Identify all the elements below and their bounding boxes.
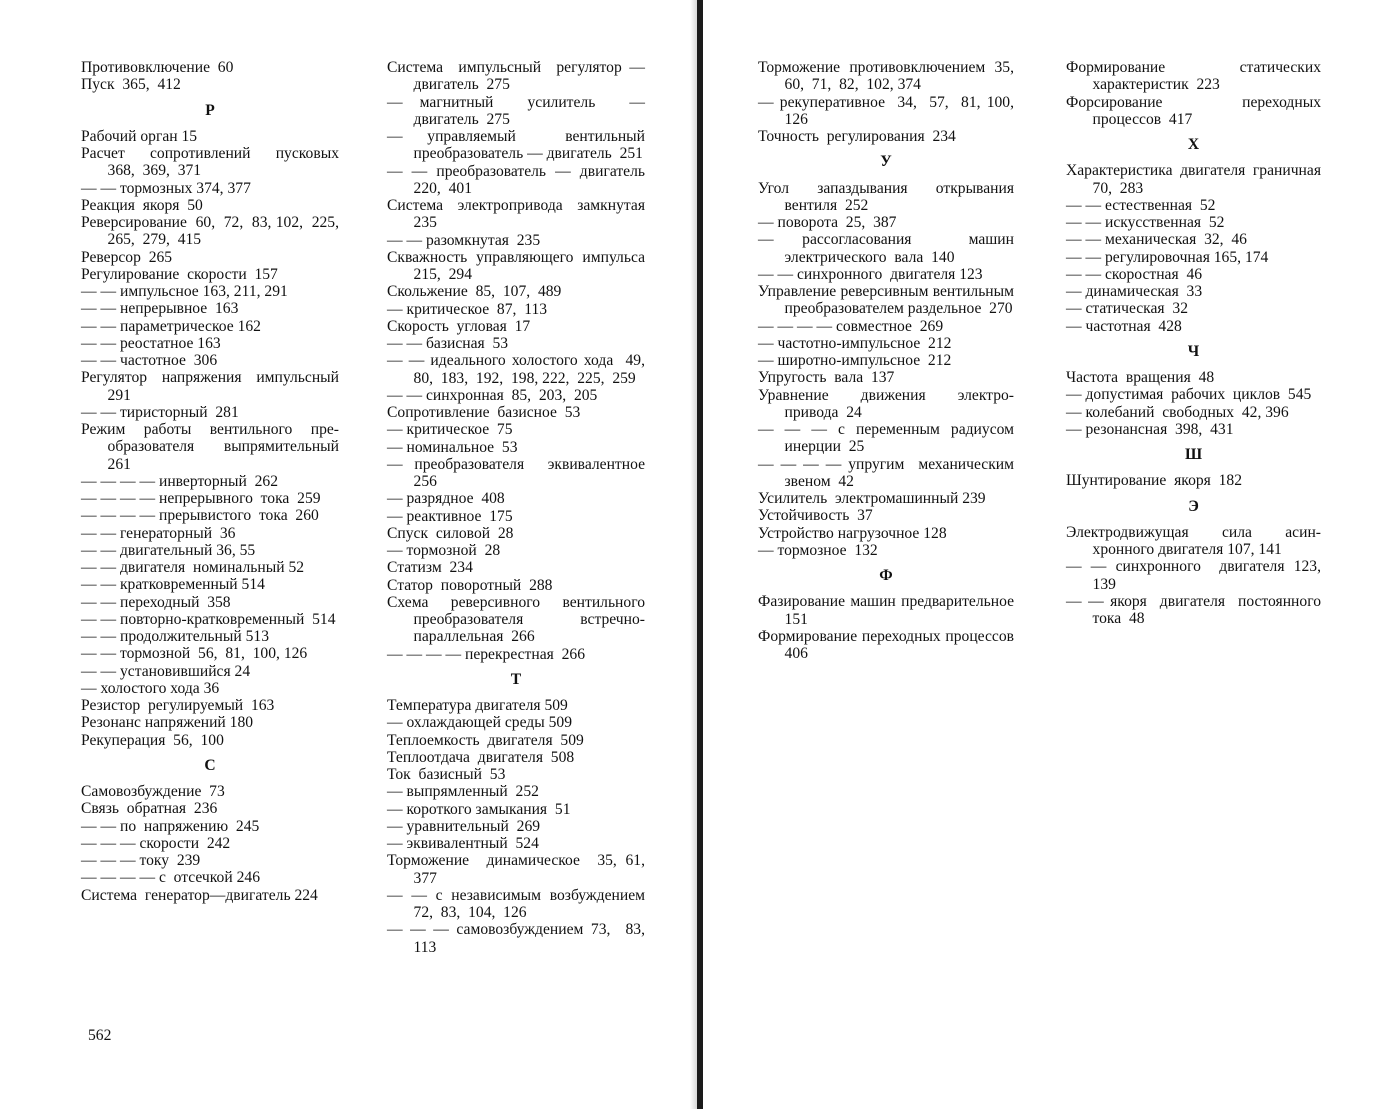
index-letter-heading: Ш	[1184, 446, 1203, 463]
index-entry: Точность регулирования 234	[758, 128, 956, 145]
index-column-2	[387, 59, 653, 956]
index-letter-heading: Т	[510, 670, 522, 688]
index-entry: Частота вращения 48	[1066, 369, 1215, 386]
index-entry: — — синхронная 85, 203, 205	[387, 386, 598, 404]
index-letter-heading: У	[880, 153, 892, 171]
book-gutter-shadow	[690, 0, 697, 1109]
index-entry: Резистор регулируемый 163	[81, 697, 275, 714]
index-entry: Формирование переходных процессов 406	[758, 627, 1022, 662]
index-entry: Резонанс напряжений 180	[81, 714, 254, 732]
index-entry: Шунтирование якоря 182	[1066, 472, 1243, 490]
index-entry: — — регулировочная 165, 174	[1066, 248, 1269, 266]
index-entry: — — синхронного двигателя 123	[758, 265, 983, 283]
index-entry: — статическая 32	[1066, 300, 1188, 318]
index-entry: Система генератор—двигатель 224	[81, 886, 318, 904]
index-entry: — критическое 87, 113	[387, 300, 548, 318]
index-entry: — — по напряжению 245	[81, 817, 260, 835]
index-entry: Торможение динамическое 35, 61, 377	[387, 852, 653, 887]
index-entry: — — — с переменным радиусом инерции 25	[758, 421, 1022, 456]
index-entry: — — естественная 52	[1066, 196, 1216, 214]
index-entry: — — непрерывное 163	[81, 300, 239, 318]
index-entry: Спуск силовой 28	[387, 524, 514, 542]
index-letter-heading: Р	[205, 101, 215, 119]
index-letter-heading: Ч	[1187, 342, 1200, 360]
index-entry: — — преобразователь — двигатель 220, 401	[387, 162, 653, 197]
index-entry: Сопротивление базисное 53	[387, 404, 581, 421]
index-entry: — преобразователя эквивалентное 256	[387, 455, 653, 490]
index-entry: — — установившийся 24	[81, 662, 251, 680]
index-entry: — критическое 75	[387, 421, 513, 439]
index-column-1	[81, 59, 347, 904]
index-entry: — — реостатное 163	[81, 334, 221, 352]
index-entry: Торможение противовключением 35, 60, 71, 82, 102, 374	[758, 59, 1022, 94]
index-entry: — — синхронного двигателя 123, 139	[1066, 558, 1329, 593]
index-entry: Регулирование скорости 157	[81, 265, 278, 283]
index-entry: Реверсирование 60, 72, 83, 102, 225, 265, 279, 415	[81, 214, 347, 249]
index-entry: — эквивалентный 524	[387, 835, 539, 852]
index-column-4	[1066, 59, 1329, 627]
index-entry: Уравнение движения электропривода 24	[758, 386, 1014, 421]
index-letter-heading: С	[204, 756, 216, 774]
index-entry: — — с независимым возбуждением 72, 83, 104, 126	[387, 886, 653, 921]
index-entry: — разрядное 408	[387, 490, 505, 508]
index-entry: Пуск 365, 412	[81, 76, 181, 94]
index-entry: Усилитель электромашинный 239	[758, 490, 986, 507]
index-entry: Характеристика двигателя граничная 70, 283	[1066, 162, 1329, 197]
index-entry: — номинальное 53	[387, 438, 518, 456]
index-entry: Самовозбуждение 73	[81, 783, 225, 800]
index-entry: — колебаний свободных 42, 396	[1066, 403, 1289, 421]
index-entry: Теплоотдача двигателя 508	[387, 748, 575, 766]
index-entry: Ток базисный 53	[387, 766, 506, 783]
index-entry: Система электропривода замкнутая 235	[387, 197, 653, 232]
index-entry: — резонансная 398, 431	[1066, 420, 1234, 438]
index-entry: Фазирование машин предварительное 151	[758, 593, 1022, 628]
index-entry: Скольжение 85, 107, 489	[387, 283, 562, 301]
index-entry: — — двигателя номинальный 52	[81, 559, 305, 576]
index-entry: — динамическая 33	[1066, 283, 1203, 300]
index-entry: — магнитный усилитель — двигатель 275	[387, 93, 649, 128]
index-entry: Система импульсный регулятор — двигатель 275	[387, 59, 649, 94]
index-entry: Устройство нагрузочное 128	[758, 524, 947, 542]
index-entry: Регулятор напряжения импульсный 291	[81, 369, 347, 404]
index-entry: Упругость вала 137	[758, 369, 895, 387]
index-entry: Режим работы вентильного преобразователя выпрямительный 261	[81, 421, 347, 473]
index-entry: — — генераторный 36	[81, 524, 236, 542]
index-entry: — — импульсное 163, 211, 291	[81, 283, 288, 300]
index-entry: — — механическая 32, 46	[1066, 231, 1247, 249]
index-entry: Форсирование переходных процессов 417	[1066, 93, 1325, 128]
index-entry: Реакция якоря 50	[81, 196, 203, 214]
index-entry: — — переходный 358	[81, 593, 231, 611]
index-letter-heading: Ф	[879, 567, 893, 584]
index-entry: — — искусственная 52	[1066, 214, 1225, 231]
index-entry: — — — — совместное 269	[758, 317, 944, 335]
index-entry: — — параметрическое 162	[81, 317, 261, 335]
index-entry: Температура двигателя 509	[387, 697, 568, 714]
index-letter-heading: Э	[1188, 497, 1199, 515]
index-letter-heading: Х	[1187, 136, 1200, 153]
index-entry: — — частотное 306	[81, 352, 218, 369]
index-entry: — поворота 25, 387	[758, 214, 897, 231]
index-entry: Статизм 234	[387, 559, 473, 577]
index-entry: Схема реверсивного вентильного преобразователя встречно-параллельная 266	[387, 593, 653, 646]
index-entry: — холостого хода 36	[81, 679, 220, 697]
index-entry: — короткого замыкания 51	[387, 800, 571, 818]
index-entry: — — — — прерывистого тока 260	[81, 507, 319, 525]
index-entry: — — тиристорный 281	[81, 403, 239, 421]
index-entry: — — базисная 53	[387, 335, 509, 352]
index-entry: — широтно-импульсное 212	[758, 352, 952, 369]
index-entry: — — двигательный 36, 55	[81, 541, 256, 559]
index-entry: — — — — перекрестная 266	[387, 645, 585, 663]
index-entry: Угол запаздывания открывания вентиля 252	[758, 179, 1022, 214]
index-entry: Устойчивость 37	[758, 507, 873, 525]
page-number: 562	[88, 1027, 112, 1044]
index-entry: Связь обратная 236	[81, 800, 218, 818]
index-entry: — — скоростная 46	[1066, 265, 1203, 283]
index-entry: — — кратковременный 514	[81, 576, 265, 594]
index-entry: — — — — с отсечкой 246	[81, 869, 260, 887]
index-entry: — — — — непрерывного тока 259	[81, 490, 321, 507]
index-entry: — — разомкнутая 235	[387, 231, 541, 249]
right-page	[700, 0, 1384, 1109]
index-entry: — — идеального холостого хода 49, 80, 183, 192, 198, 222, 225, 259	[387, 352, 653, 387]
index-column-3	[758, 59, 1022, 662]
index-entry: Противовключение 60	[81, 59, 234, 76]
index-entry: Теплоемкость двигателя 509	[387, 731, 584, 749]
index-entry: Рекуперация 56, 100	[81, 731, 224, 749]
index-entry: — — — — инверторный 262	[81, 472, 279, 490]
index-entry: — — — — упругим механическим звеном 42	[758, 455, 1022, 490]
index-entry: — рассогласования машин электрического вала 140	[758, 231, 1018, 266]
index-entry: — рекуперативное 34, 57, 81, 100, 126	[758, 93, 1022, 128]
index-entry: Статор поворотный 288	[387, 576, 553, 594]
index-entry: Скорость угловая 17	[387, 317, 531, 335]
index-entry: — допустимая рабочих циклов 545	[1066, 386, 1312, 404]
index-entry: Расчет сопротивлений пусковых 368, 369, 371	[81, 145, 347, 180]
index-entry: — частотно-импульсное 212	[758, 334, 952, 352]
index-entry: Формирование статических характеристик 223	[1066, 59, 1325, 94]
index-entry: Скважность управляющего импульса 215, 294	[387, 248, 653, 283]
index-entry: — — тормозной 56, 81, 100, 126	[81, 645, 308, 663]
index-entry: — частотная 428	[1066, 317, 1182, 335]
index-entry: Электродвижущая сила асинхронного двигателя 107, 141	[1066, 523, 1321, 558]
index-entry: — уравнительный 269	[387, 817, 541, 835]
index-entry: — управляемый вентильный преобразователь — двигатель 251	[387, 128, 649, 163]
index-entry: — — — скорости 242	[81, 834, 231, 852]
index-entry: — — якоря двигателя постоянного тока 48	[1066, 592, 1329, 627]
index-entry: — — — току 239	[81, 852, 201, 869]
index-entry: — тормозной 28	[387, 542, 501, 559]
index-entry: — — — самовозбуждением 73, 83, 113	[387, 921, 653, 956]
index-entry: — — тормозных 374, 377	[81, 179, 251, 197]
index-entry: — охлаждающей среды 509	[387, 714, 572, 732]
index-entry: — — продолжительный 513	[81, 628, 269, 645]
index-entry: — выпрямленный 252	[387, 783, 539, 801]
index-entry: — реактивное 175	[387, 507, 513, 525]
index-entry: — тормозное 132	[758, 541, 878, 559]
index-entry: — — повторно-кратковременный 514	[81, 610, 336, 628]
index-entry: Реверсор 265	[81, 248, 173, 266]
index-entry: Управление реверсивным вентильным преобразователем раздельное 270	[758, 283, 1022, 318]
index-entry: Рабочий орган 15	[81, 127, 198, 145]
